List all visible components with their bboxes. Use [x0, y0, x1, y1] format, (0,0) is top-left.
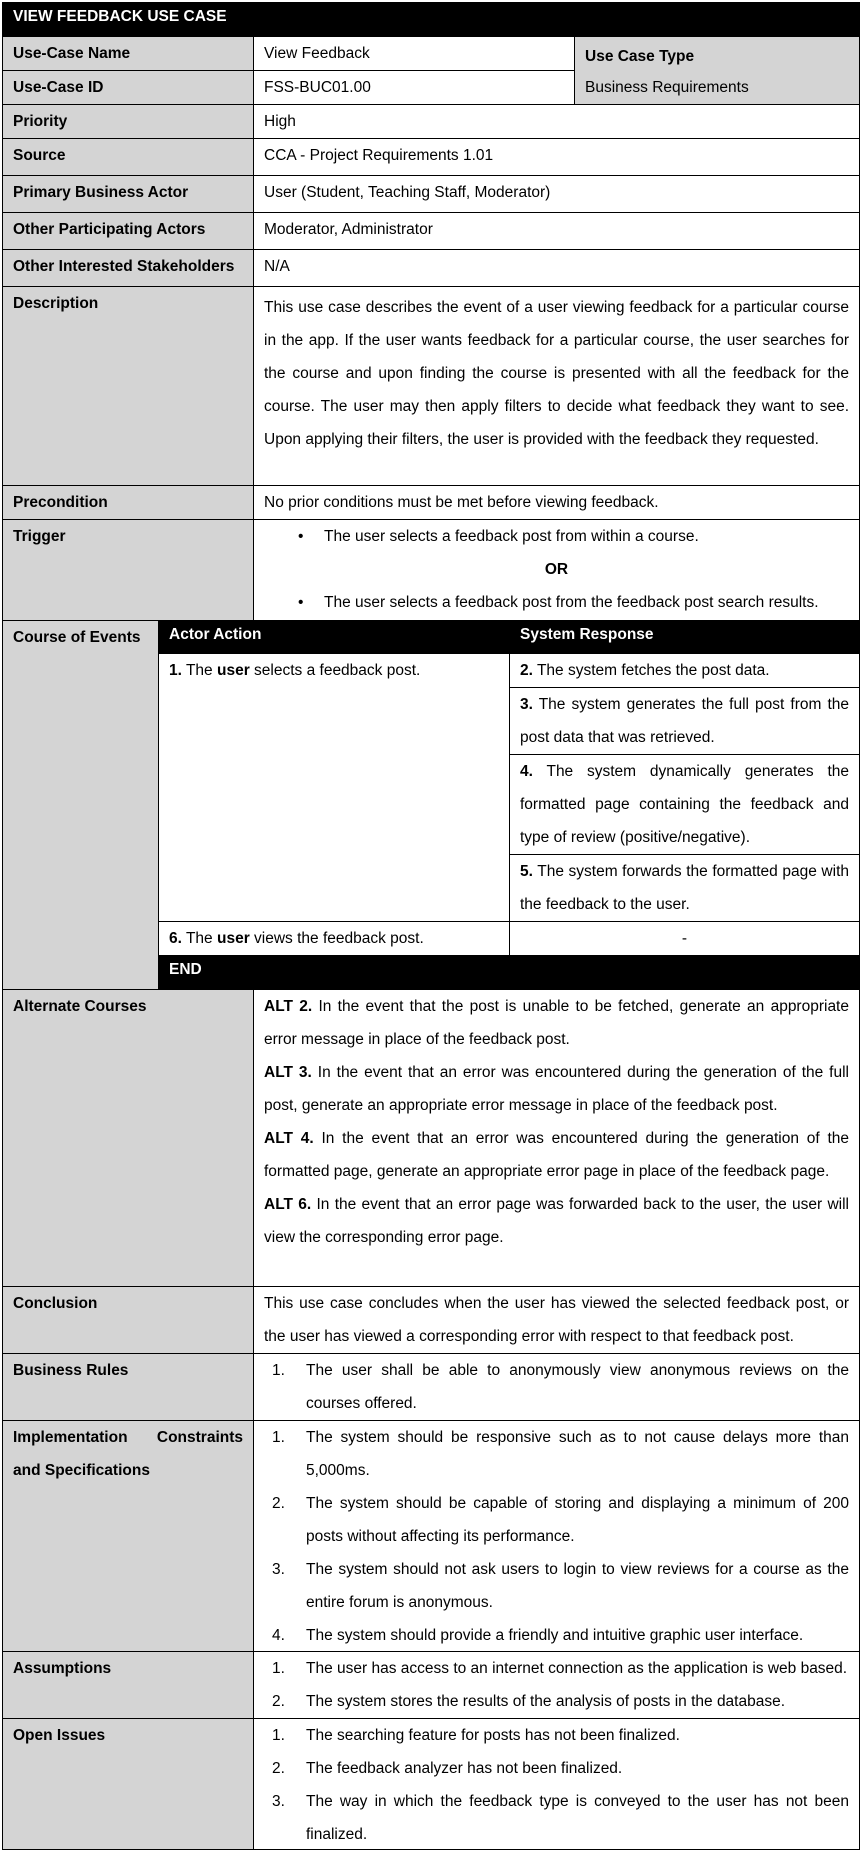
header-system-response: System Response: [509, 620, 860, 654]
value-stakeholders: N/A: [253, 249, 860, 287]
business-rules-cell: [253, 1353, 860, 1421]
value-primary-actor: User (Student, Teaching Staff, Moderator): [253, 175, 860, 213]
label-source: Source: [2, 138, 254, 176]
alt-label: ALT 2.: [264, 998, 313, 1015]
implementation-label-word: Implementation: [13, 1429, 128, 1446]
step-text: The system dynamically generates the formatted page containing the feedback and type of review (positive/negative).: [520, 763, 849, 846]
item-number: 4.: [272, 1627, 285, 1644]
step-text: views the feedback post.: [249, 930, 424, 947]
label-use-case-name: Use-Case Name: [2, 36, 254, 71]
item-number: 2.: [272, 1495, 285, 1512]
step-text: The: [181, 930, 217, 947]
document-title: VIEW FEEDBACK USE CASE: [2, 2, 860, 36]
value-use-case-id: FSS-BUC01.00: [253, 70, 575, 105]
label-open-issues: Open Issues: [2, 1718, 254, 1850]
label-description: Description: [2, 286, 254, 486]
alt-item: [264, 990, 849, 1056]
alt-label: ALT 4.: [264, 1130, 314, 1147]
implementation-item: [264, 1619, 849, 1652]
label-assumptions: Assumptions: [2, 1651, 254, 1719]
item-text: The system should be responsive such as to not cause delays more than 5,000ms.: [306, 1429, 849, 1479]
value-priority: High: [253, 104, 860, 139]
step-number: 4.: [520, 763, 533, 780]
alt-item: [264, 1122, 849, 1188]
alt-text: In the event that an error was encountered during the generation of the full post, generate an appropriate error message in place of the feedback post.: [264, 1064, 850, 1114]
label-course-of-events: Course of Events: [2, 620, 159, 990]
value-use-case-type: Business Requirements: [585, 79, 749, 96]
trigger-or: OR: [544, 561, 569, 578]
item-number: 1.: [272, 1660, 285, 1677]
business-rules-list: [264, 1354, 849, 1420]
value-other-actors: Moderator, Administrator: [253, 212, 860, 250]
item-number: 3.: [272, 1561, 285, 1578]
trigger-cell: [253, 519, 860, 621]
open-issues-list: [264, 1719, 849, 1850]
item-text: The feedback analyzer has not been finalized.: [306, 1760, 623, 1777]
system-step-5: [509, 854, 860, 922]
label-priority: Priority: [2, 104, 254, 139]
item-text: The system should be capable of storing and displaying a minimum of 200 posts without affecting its performance.: [306, 1495, 849, 1545]
label-use-case-id: Use-Case ID: [2, 70, 254, 105]
header-actor-action: Actor Action: [158, 620, 510, 654]
step-number: 5.: [520, 863, 533, 880]
label-use-case-type: Use Case Type: [585, 48, 695, 65]
alt-item: [264, 1056, 849, 1122]
value-source: CCA - Project Requirements 1.01: [253, 138, 860, 176]
step-number: 3.: [520, 696, 533, 713]
open-issue-item: [264, 1719, 849, 1752]
use-case-type-cell: [574, 36, 860, 105]
assumptions-cell: [253, 1651, 860, 1719]
label-conclusion: Conclusion: [2, 1286, 254, 1354]
trigger-list: [264, 586, 849, 619]
item-number: 1.: [272, 1727, 285, 1744]
actor-step-1: [158, 653, 510, 922]
label-precondition: Precondition: [2, 485, 254, 520]
value-description: This use case describes the event of a user viewing feedback for a particular course in the app. If the user wants feedback for a particular course, the user searches for the course and upon finding the course is presented with all the feedback for the course. The user may then apply filters to decide what feedback they want to see. Upon applying their filters, the user is provided with the feedback they requested.: [253, 286, 860, 486]
item-text: The system should provide a friendly and intuitive graphic user interface.: [306, 1627, 804, 1644]
assumption-item: [264, 1652, 849, 1685]
item-number: 1.: [272, 1362, 285, 1379]
item-number: 2.: [272, 1760, 285, 1777]
alt-item: [264, 1188, 849, 1254]
item-number: 1.: [272, 1429, 285, 1446]
step-text: selects a feedback post.: [249, 662, 421, 679]
actor-step-6: [158, 921, 510, 956]
item-text: The user has access to an internet connection as the application is web based.: [306, 1660, 848, 1677]
step-number: 6.: [169, 930, 182, 947]
label-stakeholders: Other Interested Stakeholders: [2, 249, 254, 287]
alt-label: ALT 6.: [264, 1196, 312, 1213]
open-issues-cell: [253, 1718, 860, 1850]
system-step-2: [509, 653, 860, 688]
trigger-item: • The user selects a feedback post from the feedback post search results.: [264, 586, 849, 619]
system-step-3: [509, 687, 860, 755]
business-rule-item: [264, 1354, 849, 1420]
trigger-list: [264, 520, 849, 553]
item-text: The way in which the feedback type is conveyed to the user has not been finalized.: [306, 1793, 849, 1843]
system-step-4: [509, 754, 860, 855]
step-text: The: [181, 662, 217, 679]
label-business-rules: Business Rules: [2, 1353, 254, 1421]
value-conclusion: This use case concludes when the user has viewed the selected feedback post, or the user has viewed a corresponding error with respect to that feedback post.: [253, 1286, 860, 1354]
implementation-list: [264, 1421, 849, 1652]
step-text: The system forwards the formatted page with the feedback to the user.: [520, 863, 849, 913]
assumption-item: [264, 1685, 849, 1718]
value-use-case-name: View Feedback: [253, 36, 575, 71]
open-issue-item: [264, 1785, 849, 1850]
step-text: The system fetches the post data.: [532, 662, 770, 679]
alt-label: ALT 3.: [264, 1064, 312, 1081]
step-actor: user: [216, 930, 250, 947]
value-precondition: No prior conditions must be met before viewing feedback.: [253, 485, 860, 520]
label-implementation: [2, 1420, 254, 1652]
label-trigger: Trigger: [2, 519, 254, 621]
label-alternate-courses: Alternate Courses: [2, 989, 254, 1287]
alt-text: In the event that the post is unable to be fetched, generate an appropriate error message in place of the feedback post.: [264, 998, 849, 1048]
implementation-label-word: Constraints: [156, 1429, 243, 1446]
item-text: The system stores the results of the analysis of posts in the database.: [306, 1693, 786, 1710]
alt-text: In the event that an error was encountered during the generation of the formatted page, generate an appropriate error page in place of the feedback page.: [264, 1130, 849, 1180]
open-issue-item: [264, 1752, 849, 1785]
step-number: 2.: [520, 662, 533, 679]
implementation-item: [264, 1487, 849, 1553]
implementation-item: [264, 1553, 849, 1619]
item-text: The searching feature for posts has not been finalized.: [306, 1727, 680, 1744]
item-number: 2.: [272, 1693, 285, 1710]
implementation-label-line: and Specifications: [13, 1462, 150, 1479]
label-primary-actor: Primary Business Actor: [2, 175, 254, 213]
step-actor: user: [216, 662, 250, 679]
alternate-courses-cell: [253, 989, 860, 1287]
trigger-item: • The user selects a feedback post from within a course.: [264, 520, 849, 553]
item-number: 3.: [272, 1793, 285, 1810]
assumptions-list: [264, 1652, 849, 1718]
system-step-6: -: [509, 921, 860, 956]
alt-text: In the event that an error page was forwarded back to the user, the user will view the corresponding error page.: [264, 1196, 849, 1246]
item-text: The system should not ask users to login to view reviews for a course as the entire forum is anonymous.: [306, 1561, 849, 1611]
events-end: END: [158, 955, 860, 990]
implementation-item: [264, 1421, 849, 1487]
item-text: The user shall be able to anonymously view anonymous reviews on the courses offered.: [306, 1362, 849, 1412]
implementation-label-line: [13, 1421, 243, 1454]
step-text: The system generates the full post from the post data that was retrieved.: [520, 696, 849, 746]
implementation-cell: [253, 1420, 860, 1652]
step-number: 1.: [169, 662, 182, 679]
label-other-actors: Other Participating Actors: [2, 212, 254, 250]
